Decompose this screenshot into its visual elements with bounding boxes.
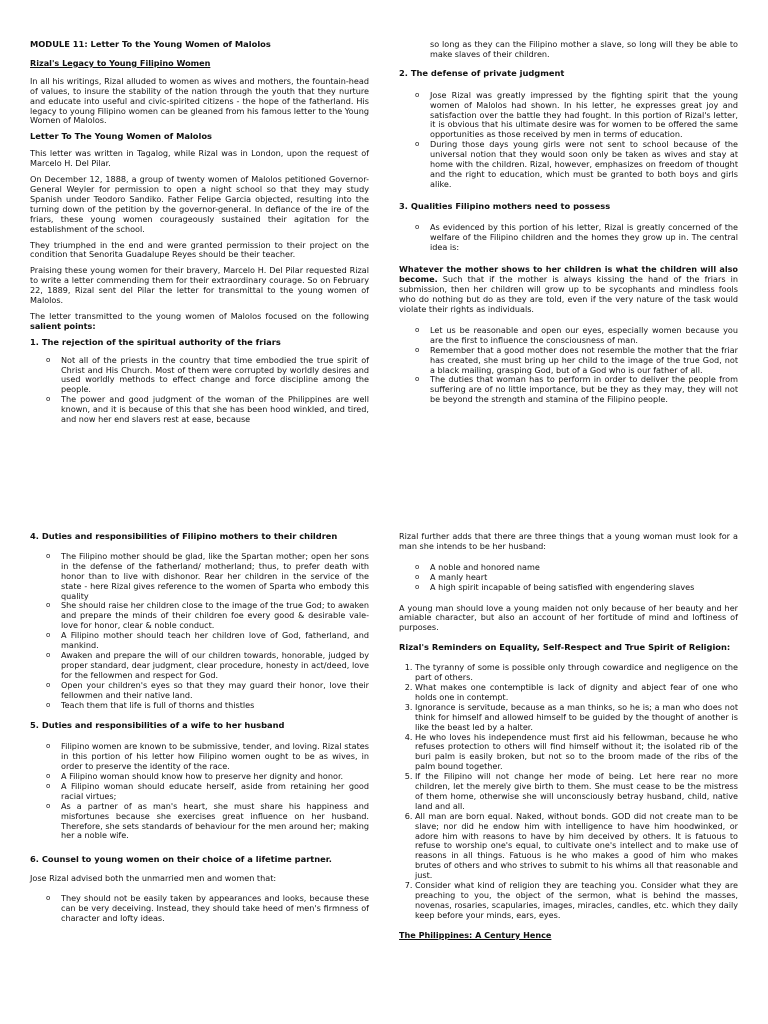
paragraph-salient-points: The letter transmitted to the young women of Malolos focused on the following salient points:	[30, 310, 369, 331]
list-item: o A high spirit incapable of being satisfied with engendering slaves	[430, 583, 738, 593]
section-6-list	[30, 894, 369, 924]
section-1-heading: 1. The rejection of the spiritual authority of the friars	[30, 336, 281, 347]
section-4-heading: 4. Duties and responsibilities of Filipino mothers to their children	[30, 531, 338, 541]
young-man-paragraph: A young man should love a young maiden not only because of her beauty and her amiable character, but also an account of her fortitude of mind and loftiness of purposes.	[399, 602, 738, 633]
list-item: 4. He who loves his independence must first aid his fellowman, because he who refuses protection to others will find himself without it; the isolated rib of the buri palm is easily broken, but not so to the broom made of the ribs of the palm bound together.	[415, 733, 738, 773]
list-item: o A noble and honored name	[430, 563, 738, 573]
list-item: o The duties that woman has to perform in order to deliver the people from suffering are of no little importance, but be they as they may, they will not be beyond the strength and stamina of the Filipino people.	[430, 375, 738, 405]
module-title: MODULE 11: Letter To the Young Women of Malolos	[30, 39, 271, 49]
list-item: o Open your children's eyes so that they may guard their honor, love their fellowmen and their native land.	[61, 681, 369, 701]
list-item: o Jose Rizal was greatly impressed by the fighting spirit that the young women of Malolos had shown. In his letter, he expresses great joy and satisfaction over the battle they had fought. In this portion of Rizal's letter, it is obvious that his ultimate desire was for women to be offered the same opportunities as those received by men in terms of education.	[430, 91, 738, 141]
legacy-heading: Rizal's Legacy to Young Filipino Women	[30, 57, 211, 68]
section-2-list	[399, 91, 738, 190]
section-6-intro: Jose Rizal advised both the unmarried men and women that:	[30, 873, 277, 884]
legacy-paragraph: In all his writings, Rizal alluded to women as wives and mothers, the fountain-head of values, to insure the stability of the nation through the youth that they nurture and educate into useful and civic-spirited citizens - the hope of the fatherland. His legacy to young Filipino women can be gleaned from his famous letter to the Young Women of Malolos.	[30, 75, 369, 126]
section-2-heading: 2. The defense of private judgment	[399, 67, 565, 78]
three-things-list	[399, 563, 738, 593]
list-item: o Not all of the priests in the country that time embodied the true spirit of Christ and His Church. Most of them were corrupted by worldly desires and used worldly methods to effect change and force discipline among the people.	[61, 356, 369, 396]
list-item: o As a partner of as man's heart, she must share his happiness and misfortunes because she exercises great influence on her husband. Therefore, she sets standards of behaviour for the men around her; making her a noble wife.	[61, 802, 369, 842]
section-3b-list	[399, 326, 738, 405]
list-item: o They should not be easily taken by appearances and looks, because these can be very deceiving. Instead, they should take heed of men's firmness of character and lofty ideas.	[61, 894, 369, 924]
list-item: o A Filipino woman should educate herself, aside from retaining her good racial virtues;	[61, 782, 369, 802]
page1-right-column	[399, 40, 738, 412]
reminders-heading: Rizal's Reminders on Equality, Self-Respect and True Spirit of Religion:	[399, 642, 731, 653]
letter-heading: Letter To The Young Women of Malolos	[30, 131, 212, 142]
central-idea-paragraph: Whatever the mother shows to her children is what the children will also become. Such that if the mother is always kissing the hand of the friars in submission, then her children will grow up to be sycophants and mindless fools who do nothing but do as they are told, even if the very nature of the task would violate their rights as individuals.	[399, 264, 738, 315]
paragraph-triumph: They triumphed in the end and were granted permission to their project on the condition that Senorita Guadalupe Reyes should be their teacher.	[30, 239, 369, 260]
paragraph-petition: On December 12, 1888, a group of twenty women of Malolos petitioned Governor-General Weyler for permission to open a night school so that they may study Spanish under Teodoro Sandiko. Father Felipe Garcia objected, resulting into the turning down of the petition by the governor-general. In defiance of the ire of the friars, these young women courageously sustained their agitation for the establishment of the school.	[30, 174, 369, 234]
page2-right-column	[399, 532, 738, 941]
list-item: 7. Consider what kind of religion they are teaching you. Consider what they are preaching to you, the object of the sermon, what is behind the masses, novenas, rosaries, scapularies, images, miracles, candles, etc. which they daily keep before your minds, ears, eyes.	[415, 881, 738, 921]
three-things-intro: Rizal further adds that there are three things that a young woman must look for a man she intends to be her husband:	[399, 531, 738, 551]
paragraph-praising: Praising these young women for their bravery, Marcelo H. Del Pilar requested Rizal to write a letter commending them for their extraordinary courage. So on February 22, 1889, Rizal sent del Pilar the letter for transmittal to the young women of Malolos.	[30, 265, 369, 306]
list-item: o Teach them that life is full of thorns and thistles	[61, 701, 369, 711]
section-3-heading: 3. Qualities Filipino mothers need to possess	[399, 200, 611, 211]
section-5-heading: 5. Duties and responsibilities of a wife to her husband	[30, 720, 285, 731]
list-item: o Let us be reasonable and open our eyes, especially women because you are the first to influence the consciousness of man.	[430, 326, 738, 346]
page2-left-column	[30, 532, 369, 931]
section-6-heading: 6. Counsel to young women on their choice of a lifetime partner.	[30, 854, 332, 865]
paragraph-written-in-tagalog: This letter was written in Tagalog, while Rizal was in London, upon the request of Marcelo H. Del Pilar.	[30, 148, 369, 169]
continued-text: so long as they can the Filipino mother a slave, so long will they be able to make slaves of their children.	[430, 39, 738, 59]
section-5-list	[30, 742, 369, 841]
list-item: 3. Ignorance is servitude, because as a man thinks, so he is; a man who does not think for himself and allowed himself to be guided by the thought of another is like the beast led by a halter.	[415, 703, 738, 733]
list-item: o The Filipino mother should be glad, like the Spartan mother; open her sons in the defense of the fatherland/ motherland; thus, to prefer death with honor than to live with dishonor. Rear her children in the service of the state - here Rizal gives reference to the women of Sparta who embody this quality	[61, 552, 369, 602]
list-item: o Awaken and prepare the will of our children towards, honorable, judged by proper standard, dear judgment, clear procedure, honesty in act/deed, love for the fellowmen and respect for God.	[61, 651, 369, 681]
section-3-list	[399, 223, 738, 253]
section-1-list	[30, 356, 369, 425]
page1-left-column	[30, 40, 369, 432]
reminders-list	[399, 663, 738, 921]
list-item: 2. What makes one contemptible is lack of dignity and abject fear of one who holds one in contempt.	[415, 683, 738, 703]
list-item: 1. The tyranny of some is possible only through cowardice and negligence on the part of others.	[415, 663, 738, 683]
list-item: 5. If the Filipino will not change her mode of being. Let here rear no more children, let the merely give birth to them. She must cease to be the mistress of them home, otherwise she will unconsciously betray husband, child, native land and all.	[415, 772, 738, 812]
list-item: o As evidenced by this portion of his letter, Rizal is greatly concerned of the welfare of the Filipino children and the homes they grow up in. The central idea is:	[430, 223, 738, 253]
list-item: o A Filipino mother should teach her children love of God, fatherland, and mankind.	[61, 631, 369, 651]
list-item: o The power and good judgment of the woman of the Philippines are well known, and it is because of this that she has been hood winkled, and tired, and now her end slavers rest at ease, because	[61, 395, 369, 425]
list-item: o A Filipino woman should know how to preserve her dignity and honor.	[61, 772, 369, 782]
list-item: o Filipino women are known to be submissive, tender, and loving. Rizal states in this portion of his letter how Filipino women ought to be as wives, in order to preserve the identity of the race.	[61, 742, 369, 772]
list-item: o She should raise her children close to the image of the true God; to awaken and prepare the minds of their children foe every good & desirable vale-love for honor, clear & noble conduct.	[61, 601, 369, 631]
list-item: o A manly heart	[430, 573, 738, 583]
century-hence-heading: The Philippines: A Century Hence	[399, 929, 552, 940]
list-item: o During those days young girls were not sent to school because of the universal notion that they would soon only be taken as wives and stay at home with the children. Rizal, however, emphasizes on freedom of thought and the right to education, which must be granted to both boys and girls alike.	[430, 140, 738, 190]
section-4-list	[30, 552, 369, 711]
list-item: o Remember that a good mother does not resemble the mother that the friar has created, she must bring up her child to the image of the true God, not a black mailing, grasping God, but of a God who is our father of all.	[430, 346, 738, 376]
list-item: 6. All man are born equal. Naked, without bonds. GOD did not create man to be slave; nor did he endow him with intelligence to have him hoodwinked, or adore him with reasons to have by him deceived by others. It is fatuous to refuse to worship one's equal, to cultivate one's intellect and to make use of reasons in all things. Fatuous is he who makes a good of him who makes brutes of others and who strives to submit to his whims all that reasonable and just.	[415, 812, 738, 881]
